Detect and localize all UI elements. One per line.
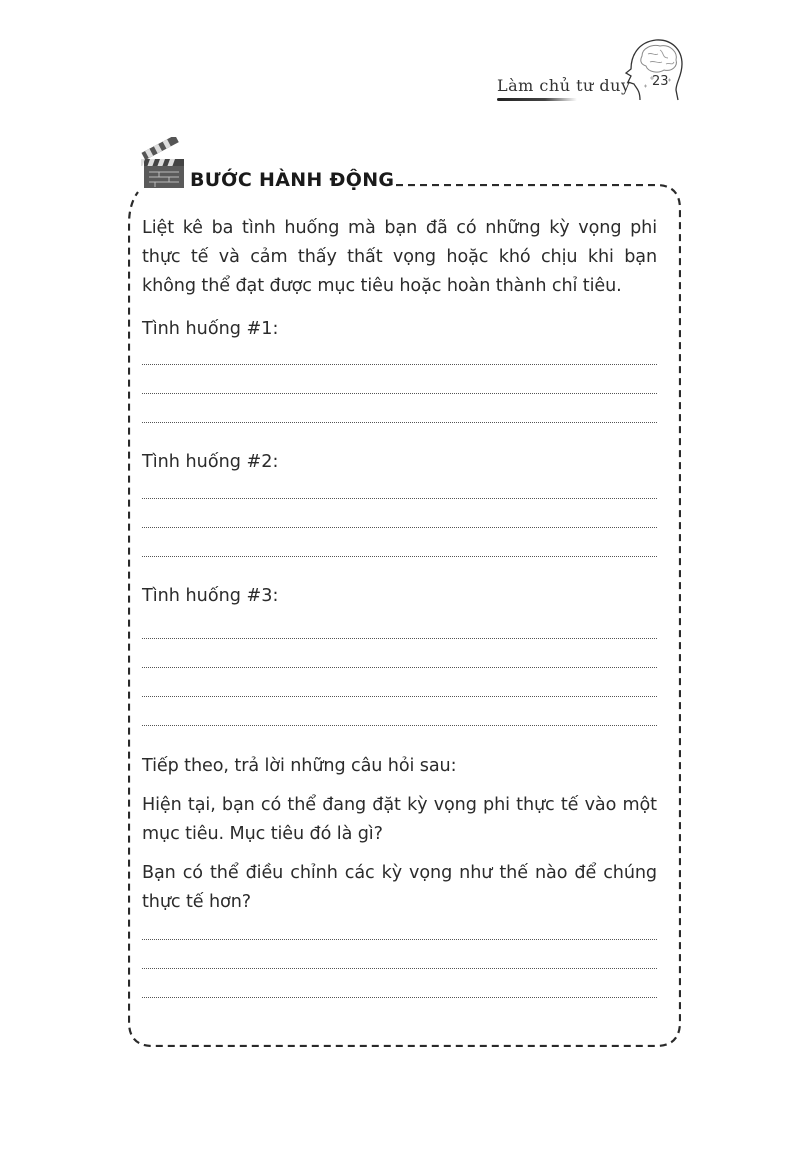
question-2: Bạn có thể điều chỉnh các kỳ vọng như thế nào để chúng thực tế hơn? [142, 863, 657, 912]
brush-underline [497, 98, 577, 101]
situation-3-label: Tình huống #3: [142, 586, 279, 606]
answer-line[interactable] [142, 725, 657, 726]
head-brain-icon [622, 34, 686, 104]
answer-line[interactable] [142, 997, 657, 998]
intro-text: Liệt kê ba tình huống mà bạn đã có những kỳ vọng phi thực tế và cảm thấy thất vọng hoặc khó chịu khi bạn không thể đạt được mục tiêu hoặc hoàn thành chỉ tiêu. [142, 218, 657, 296]
followup-intro: Tiếp theo, trả lời những câu hỏi sau: [142, 756, 457, 776]
clapperboard-icon [141, 137, 187, 191]
answer-line[interactable] [142, 422, 657, 423]
page-number: 23 [652, 74, 669, 89]
situation-1-label: Tình huống #1: [142, 319, 279, 339]
question-1: Hiện tại, bạn có thể đang đặt kỳ vọng phi thực tế vào một mục tiêu. Mục tiêu đó là gì? [142, 795, 657, 844]
situation-2-label: Tình huống #2: [142, 452, 279, 472]
answer-line[interactable] [142, 556, 657, 557]
running-title: Làm chủ tư duy [497, 76, 631, 95]
page-header [0, 0, 793, 120]
worksheet-content [142, 214, 657, 998]
section-title: BƯỚC HÀNH ĐỘNG [190, 169, 395, 191]
